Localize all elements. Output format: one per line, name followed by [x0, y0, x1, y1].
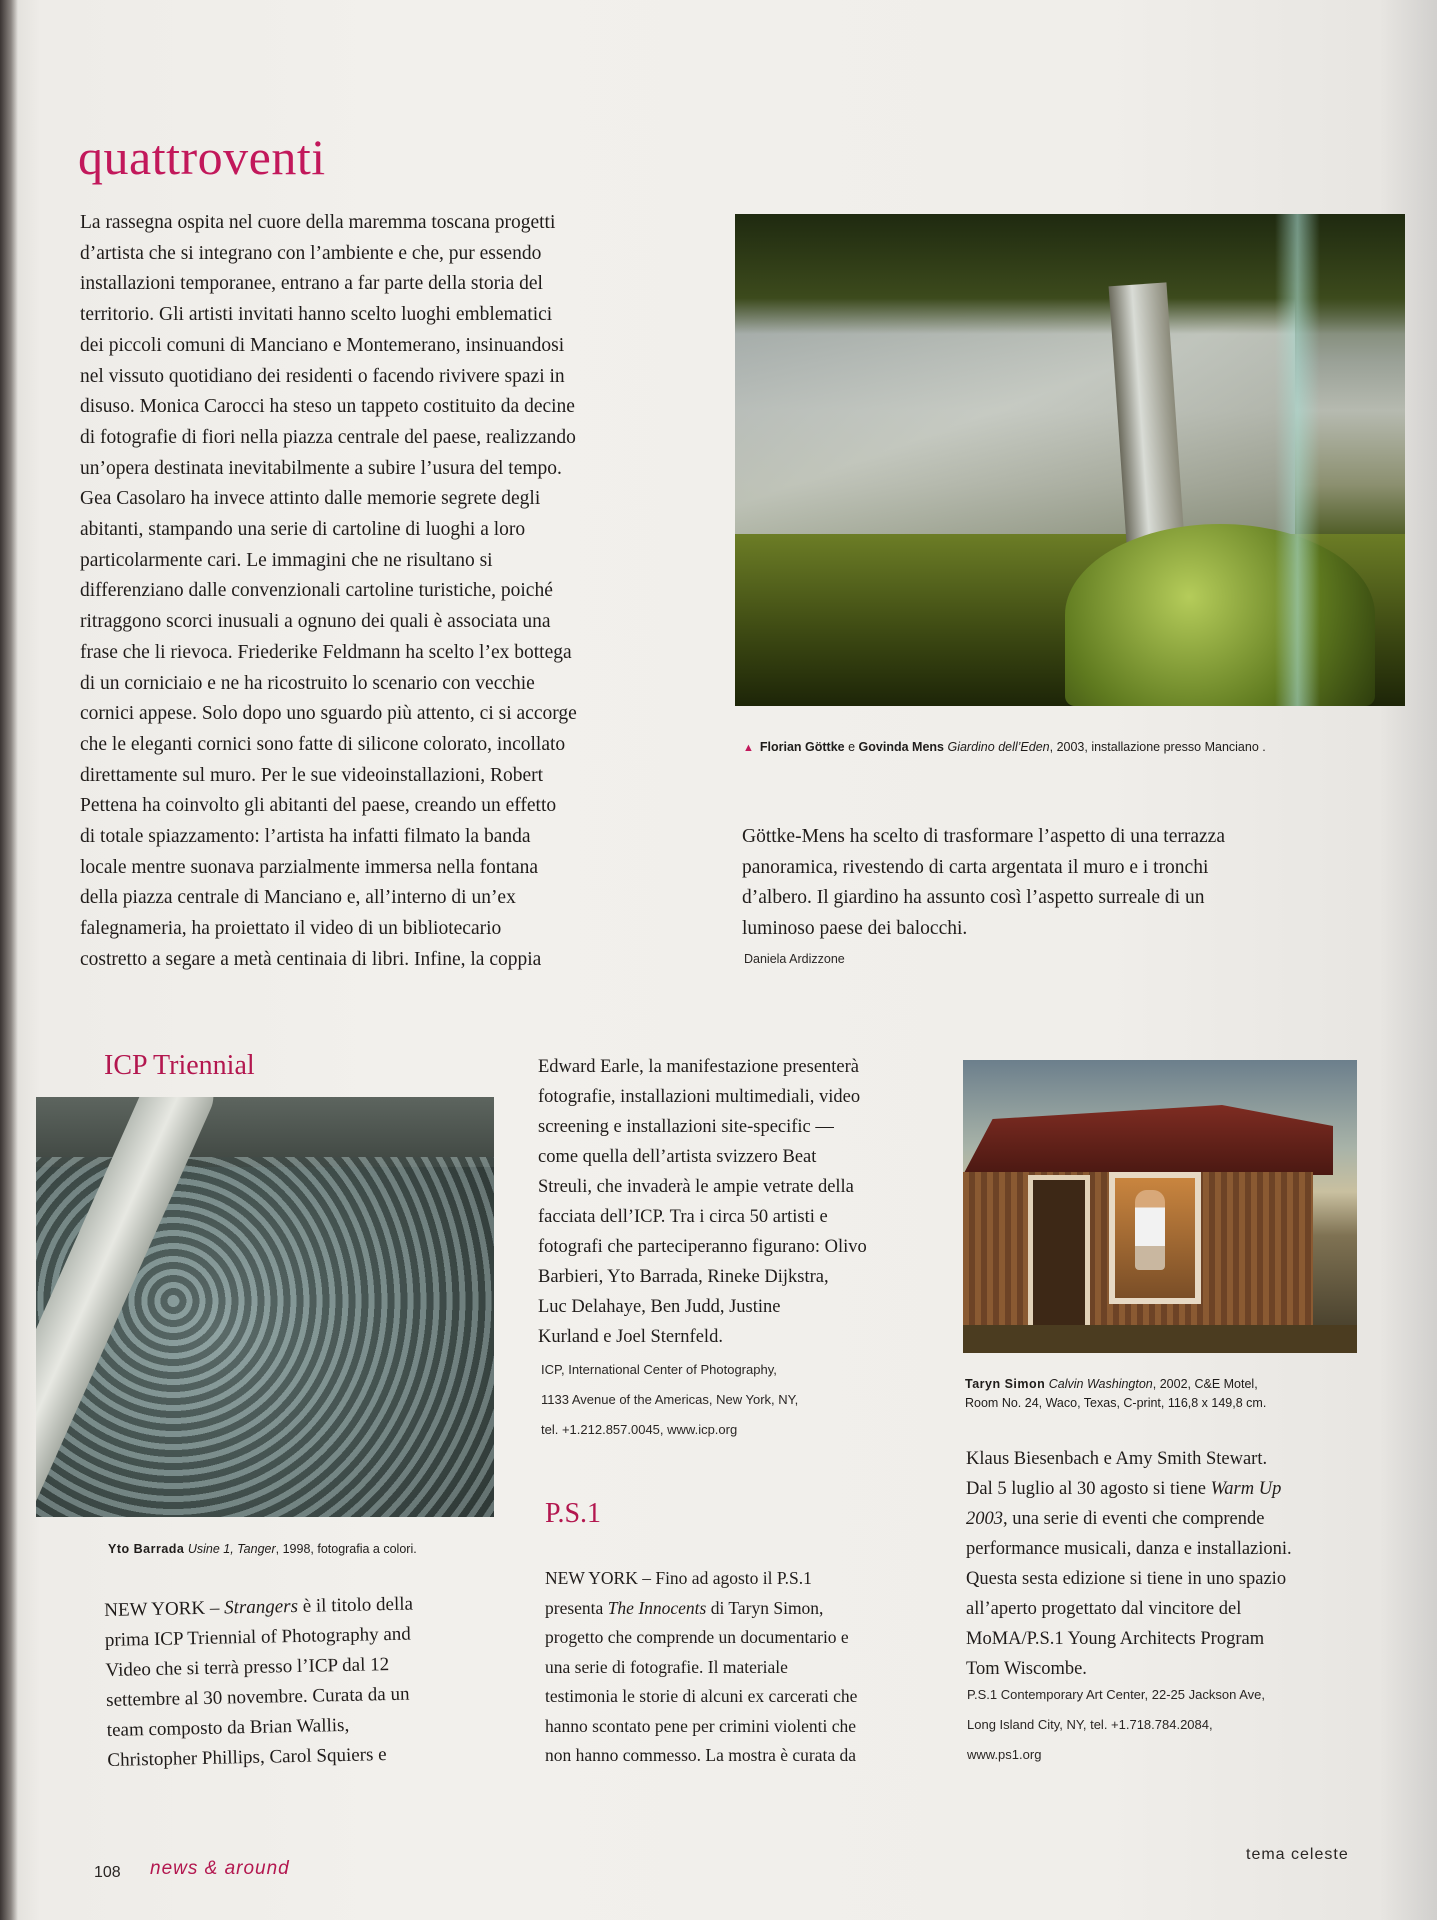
- article-body-ps1-col1: NEW YORK – Fino ad agosto il P.S.1 presenta The Innocents di Taryn Simon, progetto che comprende un documentario e una serie di fotografie. Il materiale testimonia le storie di alcuni ex carcerati che hanno scontato pene per crimini violenti che non hanno commesso. La mostra è curata da: [545, 1564, 925, 1771]
- article-body-ps1-col2: Klaus Biesenbach e Amy Smith Stewart. Dal 5 luglio al 30 agosto si tiene Warm Up 2003, una serie di eventi che comprende performance musicali, danza e installazioni. Questa sesta edizione si tiene in uno spazio all’aperto progettato dal vincitore del MoMA/P.S.1 Young Architects Program Tom Wiscombe.: [966, 1444, 1366, 1684]
- body-line: frase che li rievoca. Friederike Feldmann ha scelto l’ex bottega: [80, 641, 572, 663]
- photo-giardino-eden: [735, 214, 1405, 706]
- body-line: settembre al 30 novembre. Curata da un: [105, 1683, 410, 1711]
- body-line: di totale spiazzamento: l’artista ha infatti filmato la banda: [80, 826, 531, 848]
- article-body-icp-col1: NEW YORK – Strangers è il titolo della prima ICP Triennial of Photography and Video che si terrà presso l’ICP dal 12 settembre al 30 novembre. Curata da un team composto da Brian Wallis, Christopher Phillips, Carol Squiers e: [104, 1588, 488, 1776]
- photo-usine-tanger: [36, 1097, 494, 1517]
- body-line: di fotografie di fiori nella piazza centrale del paese, realizzando: [80, 426, 576, 448]
- body-line: Göttke-Mens ha scelto di trasformare l’aspetto di una terrazza: [742, 826, 1225, 847]
- section-title-ps1: P.S.1: [545, 1498, 602, 1529]
- body-line: hanno scontato pene per crimini violenti che: [545, 1715, 857, 1736]
- body-line: MoMA/P.S.1 Young Architects Program: [966, 1629, 1265, 1649]
- body-line: Gea Casolaro ha invece attinto dalle memorie segrete degli: [80, 488, 541, 510]
- body-line: costretto a segare a metà centinaia di libri. Infine, la coppia: [80, 948, 542, 970]
- body-line: Video che si terrà presso l’ICP dal 12: [105, 1654, 390, 1681]
- photo-caption-yto-barrada: Yto Barrada Usine 1, Tanger, 1998, fotografia a colori.: [108, 1542, 417, 1556]
- body-line: territorio. Gli artisti invitati hanno scelto luoghi emblematici: [80, 304, 553, 326]
- body-line: luminoso paese dei balocchi.: [742, 918, 968, 940]
- section-title-quattroventi: quattroventi: [78, 129, 326, 185]
- body-line: Luc Delahaye, Ben Judd, Justine: [538, 1297, 781, 1317]
- body-line: progetto che comprende un documentario e: [545, 1627, 849, 1647]
- body-line: disuso. Monica Carocci ha steso un tappeto costituito da decine: [80, 396, 575, 418]
- body-line: cornici appese. Solo dopo uno sguardo più attento, ci si accorge: [80, 703, 577, 725]
- body-line: testimonia le storie di alcuni ex carcerati che: [545, 1686, 858, 1706]
- body-line: installazioni temporanee, entrano a far parte della storia del: [80, 273, 543, 295]
- body-line: Barbieri, Yto Barrada, Rineke Dijkstra,: [538, 1267, 829, 1287]
- body-line: all’aperto progettato dal vincitore del: [966, 1599, 1242, 1619]
- body-line: locale mentre suonava parzialmente immersa nella fontana: [80, 856, 539, 878]
- body-line: un’opera destinata inevitabilmente a subire l’usura del tempo.: [80, 457, 562, 479]
- binding-shadow: [0, 0, 18, 1920]
- body-line: non hanno commesso. La mostra è curata da: [545, 1745, 857, 1765]
- body-line: prima ICP Triennial of Photography and: [104, 1623, 412, 1651]
- body-line: che le eleganti cornici sono fatte di silicone colorato, incollato: [80, 733, 566, 755]
- body-line: direttamente sul muro. Per le sue videoinstallazioni, Robert: [80, 764, 544, 786]
- body-line: La rassegna ospita nel cuore della maremma toscana progetti: [80, 212, 556, 233]
- body-line: Pettena ha coinvolto gli abitanti del paese, creando un effetto: [80, 795, 557, 817]
- body-line: della piazza centrale di Manciano e, all’interno di un’ex: [80, 887, 516, 909]
- address-line: P.S.1 Contemporary Art Center, 22-25 Jackson Ave,: [967, 1687, 1265, 1702]
- address-ps1: [967, 1680, 1265, 1770]
- body-line: come quella dell’artista svizzero Beat: [538, 1147, 817, 1167]
- body-line: falegnameria, ha proiettato il video di un bibliotecario: [80, 918, 502, 940]
- body-line: Questa sesta edizione si tiene in uno spazio: [966, 1569, 1287, 1589]
- body-line: Streuli, che invaderà le ampie vetrate della: [538, 1177, 854, 1197]
- address-line: Long Island City, NY, tel. +1.718.784.2084,: [967, 1717, 1213, 1732]
- section-title-icp-triennial: ICP Triennial: [104, 1050, 255, 1081]
- address-line: tel. +1.212.857.0045, www.icp.org: [541, 1422, 738, 1437]
- body-line: team composto da Brian Wallis,: [106, 1714, 350, 1741]
- footer-section-name: news & around: [150, 1858, 290, 1879]
- body-line: panoramica, rivestendo di carta argentata il muro e i tronchi: [742, 856, 1209, 878]
- footer-magazine-name: tema celeste: [1246, 1846, 1349, 1863]
- body-line: una serie di fotografie. Il materiale: [545, 1656, 788, 1677]
- body-line: screening e installazioni site-specific —: [538, 1117, 834, 1137]
- body-line: facciata dell’ICP. Tra i circa 50 artisti e: [538, 1207, 828, 1227]
- body-line: fotografi che parteciperanno figurano: Olivo: [538, 1237, 867, 1257]
- author-byline: Daniela Ardizzone: [744, 952, 845, 966]
- body-line: Kurland e Joel Sternfeld.: [538, 1327, 723, 1347]
- body-line: fotografie, installazioni multimediali, video: [538, 1087, 861, 1107]
- body-line: ritraggono scorci inusuali a ognuno dei quali è associata una: [80, 611, 551, 633]
- address-line: ICP, International Center of Photography,: [541, 1362, 777, 1377]
- article-body-continued: [742, 822, 1342, 945]
- photo-caption-goettke-mens: ▲ Florian Göttke e Govinda Mens Giardino dell’Eden, 2003, installazione presso Manciano .: [743, 740, 1266, 754]
- body-line: Tom Wiscombe.: [966, 1659, 1087, 1679]
- body-line: è il titolo della: [297, 1593, 414, 1617]
- body-line: particolarmente cari. Le immagini che ne risultano si: [80, 549, 493, 571]
- body-line: Edward Earle, la manifestazione presenterà: [538, 1057, 860, 1077]
- body-line: performance musicali, danza e installazioni.: [966, 1539, 1292, 1559]
- body-line: dei piccoli comuni di Manciano e Montemerano, insinuandosi: [80, 334, 565, 356]
- body-line: differenziano dalle convenzionali cartoline turistiche, poiché: [80, 580, 553, 602]
- article-body-quattroventi: [80, 208, 680, 976]
- body-line: nel vissuto quotidiano dei residenti o facendo rivivere spazi in: [80, 365, 565, 387]
- address-icp: [541, 1355, 798, 1445]
- photo-calvin-washington: [963, 1060, 1357, 1353]
- body-line: abitanti, stampando una serie di cartoline di luoghi a loro: [80, 519, 526, 541]
- body-line: Christopher Phillips, Carol Squiers e: [107, 1744, 387, 1771]
- photo-caption-taryn-simon: Taryn Simon Calvin Washington, 2002, C&E Motel, Room No. 24, Waco, Texas, C-print, 116,8 x 149,8 cm.: [965, 1377, 1267, 1410]
- caption-triangle-icon: ▲: [743, 742, 754, 754]
- address-line: 1133 Avenue of the Americas, New York, NY,: [541, 1392, 799, 1407]
- article-body-icp-col2: [538, 1052, 938, 1352]
- body-line: d’albero. Il giardino ha assunto così l’aspetto surreale di un: [742, 887, 1205, 909]
- page-number: 108: [94, 1864, 121, 1881]
- body-line: d’artista che si integrano con l’ambiente e che, pur essendo: [80, 242, 542, 264]
- body-line: di un corniciaio e ne ha ricostruito lo scenario con vecchie: [80, 672, 535, 694]
- address-line: www.ps1.org: [967, 1747, 1042, 1762]
